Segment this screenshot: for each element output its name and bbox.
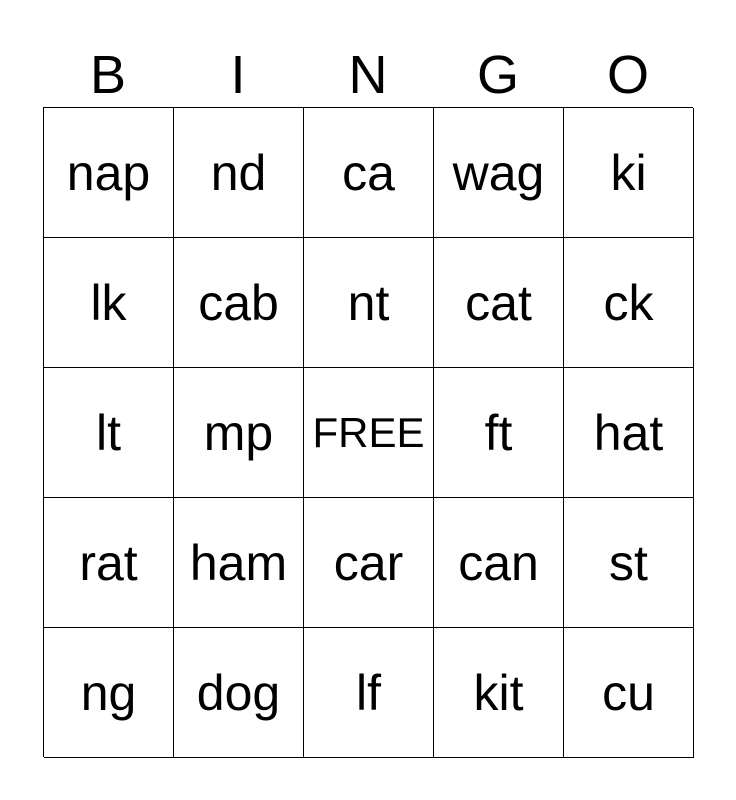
bingo-cell: can — [434, 498, 564, 628]
bingo-cell: hat — [564, 368, 694, 498]
header-letter-o: O — [606, 45, 649, 105]
bingo-cell: ham — [174, 498, 304, 628]
header-letter-i: I — [230, 45, 246, 105]
bingo-cell: st — [564, 498, 694, 628]
bingo-cell: ca — [304, 108, 434, 238]
bingo-cell: cu — [564, 628, 694, 758]
bingo-cell: kit — [434, 628, 564, 758]
bingo-cell: ft — [434, 368, 564, 498]
bingo-cell: cab — [174, 238, 304, 368]
header-letter-n: N — [348, 45, 388, 105]
bingo-cell: nd — [174, 108, 304, 238]
bingo-cell: lf — [304, 628, 434, 758]
bingo-cell: nap — [44, 108, 174, 238]
bingo-cell: lt — [44, 368, 174, 498]
bingo-cell: lk — [44, 238, 174, 368]
bingo-cell: nt — [304, 238, 434, 368]
bingo-cell: ki — [564, 108, 694, 238]
bingo-cell: wag — [434, 108, 564, 238]
header-letter-b: B — [89, 45, 127, 105]
bingo-header — [43, 42, 693, 108]
bingo-board — [43, 107, 693, 757]
bingo-cell: ck — [564, 238, 694, 368]
bingo-cell: car — [304, 498, 434, 628]
bingo-cell: rat — [44, 498, 174, 628]
bingo-cell: ng — [44, 628, 174, 758]
header-letter-g: G — [476, 45, 519, 105]
bingo-cell: dog — [174, 628, 304, 758]
free-space-cell: FREE — [304, 368, 434, 498]
bingo-cell: mp — [174, 368, 304, 498]
bingo-cell: cat — [434, 238, 564, 368]
